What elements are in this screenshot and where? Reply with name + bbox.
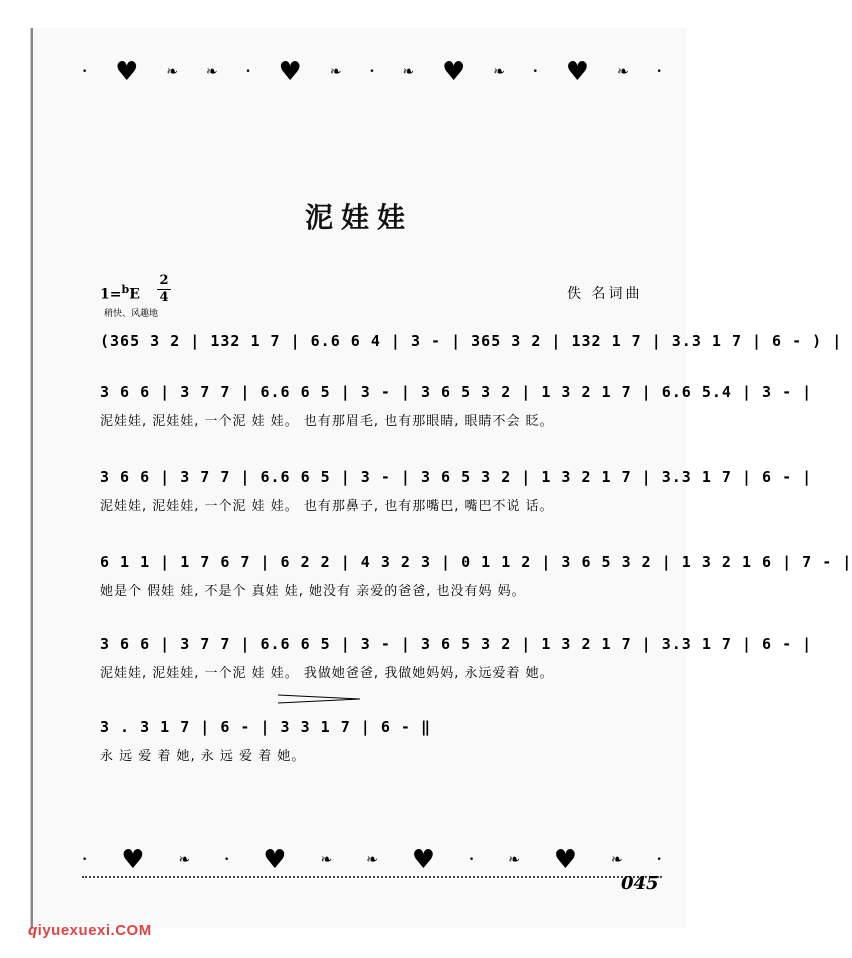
notation-line-2: 3 6 6 | 3 7 7 | 6.6 6 5 | 3 - | 3 6 5 3 2 | 1 3 2 1 7 | 6.6 5.4 | 3 - | [100, 383, 813, 401]
dot-ornament-icon: • [82, 66, 88, 77]
composer-credit: 佚 名词曲 [567, 286, 643, 302]
heart-ornament-icon: ♥ [411, 845, 435, 875]
diminuendo-mark [278, 693, 360, 705]
notation-line-5: 3 6 6 | 3 7 7 | 6.6 6 5 | 3 - | 3 6 5 3 2 | 1 3 2 1 7 | 3.3 1 7 | 6 - | [100, 635, 813, 653]
notation-line-6: 3 . 3 1 7 | 6 - | 3 3 1 7 | 6 - ‖ [100, 718, 432, 736]
notation-line-3: 3 6 6 | 3 7 7 | 6.6 6 5 | 3 - | 3 6 5 3 2 | 1 3 2 1 7 | 3.3 1 7 | 6 - | [100, 468, 813, 486]
bottom-ornament-border [82, 840, 662, 880]
top-ornament-border [82, 52, 662, 92]
lyric-line-2: 泥娃娃, 泥娃娃, 一个泥 娃 娃。 也有那眉毛, 也有那眼睛, 眼睛不会 眨。 [100, 414, 554, 429]
song-title: 泥娃娃 [305, 201, 414, 234]
leaf-ornament-icon: ❧ [493, 64, 505, 80]
wave-ornament-icon [82, 870, 662, 878]
site-watermark: qiyuexuexi.COM [28, 922, 152, 939]
leaf-ornament-icon: ❧ [178, 852, 191, 868]
dot-ornament-icon: • [369, 66, 375, 77]
time-signature: 2 4 [157, 274, 171, 305]
heart-ornament-icon: ♥ [565, 57, 590, 87]
lyric-line-3: 泥娃娃, 泥娃娃, 一个泥 娃 娃。 也有那鼻子, 也有那嘴巴, 嘴巴不说 话。 [100, 499, 554, 514]
lyric-line-5: 泥娃娃, 泥娃娃, 一个泥 娃 娃。 我做她爸爸, 我做她妈妈, 永远爱着 她。 [100, 666, 554, 681]
heart-ornament-icon: ♥ [278, 57, 302, 87]
dot-ornament-icon: • [468, 854, 475, 865]
leaf-ornament-icon: ❧ [320, 852, 333, 868]
dot-ornament-icon: • [245, 66, 251, 77]
leaf-ornament-icon: ❧ [205, 64, 218, 80]
heart-ornament-icon: ♥ [115, 57, 139, 87]
heart-ornament-icon: ♥ [553, 845, 578, 875]
tempo-marking: 稍快、风趣地 [104, 309, 159, 319]
leaf-ornament-icon: ❧ [610, 852, 623, 868]
dot-ornament-icon: • [532, 66, 538, 77]
notation-line-1: (365 3 2 | 132 1 7 | 6.6 6 4 | 3 - | 365 3 2 | 132 1 7 | 3.3 1 7 | 6 - ) | [100, 332, 843, 350]
lyric-line-4: 她是个 假娃 娃, 不是个 真娃 娃, 她没有 亲爱的爸爸, 也没有妈 妈。 [100, 584, 526, 599]
heart-ornament-icon: ♥ [441, 57, 466, 87]
key-signature: 1=$^b$E [100, 283, 140, 303]
dot-ornament-icon: • [82, 854, 88, 865]
dot-ornament-icon: • [656, 66, 662, 77]
page-number: 045 [621, 873, 659, 894]
lyric-line-6: 永 远 爱 着 她, 永 远 爱 着 她。 [100, 749, 306, 764]
dot-ornament-icon: • [656, 854, 662, 865]
leaf-ornament-icon: ❧ [616, 64, 629, 80]
heart-ornament-icon: ♥ [263, 845, 287, 875]
page-spine [31, 28, 33, 928]
notation-line-4: 6 1 1 | 1 7 6 7 | 6 2 2 | 4 3 2 3 | 0 1 1 2 | 3 6 5 3 2 | 1 3 2 1 6 | 7 - | [100, 553, 852, 571]
leaf-ornament-icon: ❧ [508, 852, 520, 868]
leaf-ornament-icon: ❧ [166, 64, 179, 80]
leaf-ornament-icon: ❧ [366, 852, 378, 868]
heart-ornament-icon: ♥ [121, 845, 145, 875]
dot-ornament-icon: • [224, 854, 230, 865]
leaf-ornament-icon: ❧ [402, 64, 415, 80]
leaf-ornament-icon: ❧ [329, 64, 342, 80]
